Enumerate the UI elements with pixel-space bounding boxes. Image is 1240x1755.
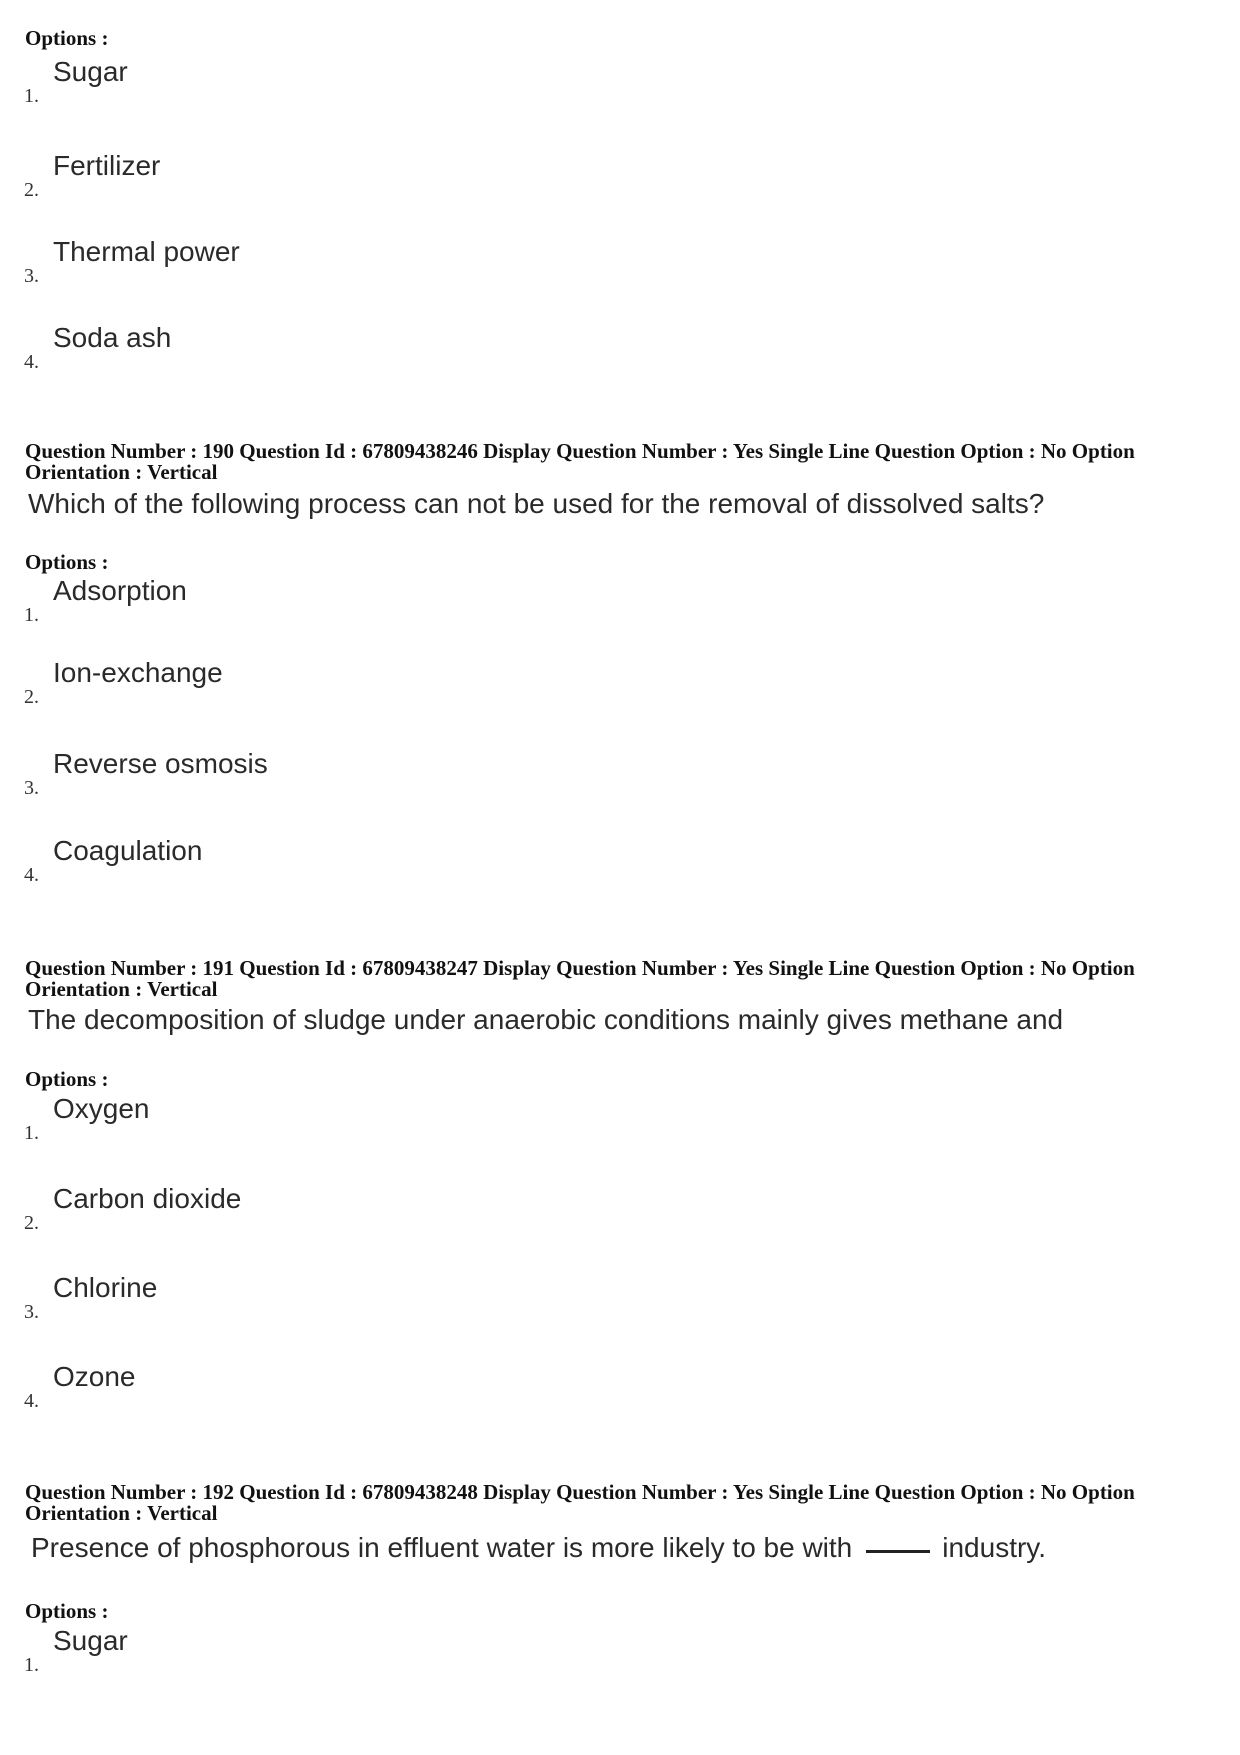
option-number: 1. bbox=[24, 1122, 39, 1144]
option-number: 4. bbox=[24, 351, 39, 373]
option-number: 3. bbox=[24, 1301, 39, 1323]
option-text: Sugar bbox=[53, 1625, 128, 1656]
option-number: 2. bbox=[24, 686, 39, 708]
options-label: Options : bbox=[25, 550, 109, 574]
option-text: Ion-exchange bbox=[53, 657, 223, 688]
option-text: Reverse osmosis bbox=[53, 748, 268, 779]
question-text-after-blank: industry. bbox=[942, 1532, 1047, 1563]
option-number: 4. bbox=[24, 864, 39, 886]
question-meta-orientation: Orientation : Vertical bbox=[25, 460, 218, 484]
option-text: Ozone bbox=[53, 1361, 136, 1392]
option-text: Chlorine bbox=[53, 1272, 158, 1303]
question-text: The decomposition of sludge under anaerobic conditions mainly gives methane and bbox=[28, 1004, 1064, 1035]
option-text: Coagulation bbox=[53, 835, 203, 866]
option-item bbox=[24, 748, 624, 808]
option-text: Fertilizer bbox=[53, 150, 161, 181]
option-item bbox=[24, 56, 624, 116]
option-text: Thermal power bbox=[53, 236, 240, 267]
option-number: 2. bbox=[24, 1212, 39, 1234]
option-number: 2. bbox=[24, 179, 39, 201]
option-item bbox=[24, 1625, 624, 1685]
option-number: 1. bbox=[24, 1654, 39, 1676]
option-text: Carbon dioxide bbox=[53, 1183, 242, 1214]
option-text: Soda ash bbox=[53, 322, 172, 353]
option-item bbox=[24, 1272, 624, 1332]
question-text bbox=[31, 1532, 1046, 1564]
option-number: 4. bbox=[24, 1390, 39, 1412]
option-text: Sugar bbox=[53, 56, 128, 87]
question-text-before-blank: Presence of phosphorous in effluent water is more likely to be with bbox=[31, 1532, 853, 1563]
options-label: Options : bbox=[25, 26, 109, 50]
option-text: Adsorption bbox=[53, 575, 187, 606]
question-meta-orientation: Orientation : Vertical bbox=[25, 1501, 218, 1525]
option-item bbox=[24, 236, 624, 296]
option-item bbox=[24, 150, 624, 210]
option-item bbox=[24, 835, 624, 895]
option-item bbox=[24, 575, 624, 635]
option-number: 1. bbox=[24, 604, 39, 626]
question-meta: Question Number : 190 Question Id : 67809438246 Display Question Number : Yes Single Line Question Option : No Option bbox=[25, 439, 1135, 463]
options-label: Options : bbox=[25, 1067, 109, 1091]
option-item bbox=[24, 1361, 624, 1421]
question-meta-orientation: Orientation : Vertical bbox=[25, 977, 218, 1001]
option-text: Oxygen bbox=[53, 1093, 150, 1124]
option-number: 3. bbox=[24, 265, 39, 287]
fill-in-blank-line bbox=[866, 1550, 930, 1553]
option-item bbox=[24, 1183, 624, 1243]
question-text: Which of the following process can not be used for the removal of dissolved salts? bbox=[28, 488, 1045, 519]
option-item bbox=[24, 1093, 624, 1153]
question-meta: Question Number : 192 Question Id : 67809438248 Display Question Number : Yes Single Line Question Option : No Option bbox=[25, 1480, 1135, 1504]
option-number: 3. bbox=[24, 777, 39, 799]
option-item bbox=[24, 322, 624, 382]
question-meta: Question Number : 191 Question Id : 67809438247 Display Question Number : Yes Single Line Question Option : No Option bbox=[25, 956, 1135, 980]
option-number: 1. bbox=[24, 85, 39, 107]
option-item bbox=[24, 657, 624, 717]
options-label: Options : bbox=[25, 1599, 109, 1623]
